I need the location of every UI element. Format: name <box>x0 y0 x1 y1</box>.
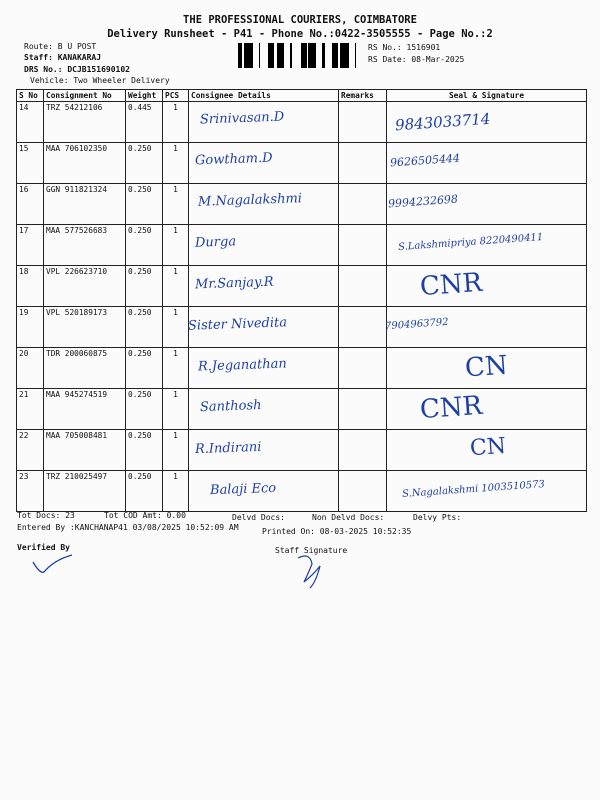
barcode-image <box>238 43 360 68</box>
cell-sno: 15 <box>17 143 44 184</box>
cell-pcs: 1 <box>163 471 189 512</box>
cell-remarks <box>339 430 387 471</box>
consignee-handwriting: Balaji Eco <box>209 480 277 498</box>
runsheet-title: Delivery Runsheet - P41 - Phone No.:0422-3505555 - Page No.:2 <box>107 28 493 40</box>
consignee-handwriting: Gowtham.D <box>194 150 273 169</box>
cell-weight: 0.250 <box>126 471 163 512</box>
delvy-pts: Delvy Pts: <box>413 513 462 522</box>
cell-seal-signature <box>387 389 587 430</box>
route-text: Route: B U POST <box>24 42 97 51</box>
consignee-handwriting: R.Indirani <box>194 439 262 457</box>
seal-handwriting: 9994232698 <box>387 192 459 211</box>
cell-remarks <box>339 389 387 430</box>
seal-handwriting: 9843033714 <box>394 109 491 135</box>
consignee-handwriting: Sister Nivedita <box>187 315 288 334</box>
cell-sno: 22 <box>17 430 44 471</box>
table-header-row <box>17 90 587 102</box>
cell-sno: 21 <box>17 389 44 430</box>
cell-weight: 0.250 <box>126 184 163 225</box>
entered-by: Entered By :KANCHANAP41 03/08/2025 10:52:09 AM <box>17 523 239 532</box>
header-remarks: Remarks <box>339 90 387 102</box>
header-pcs: PCS <box>163 90 189 102</box>
cell-pcs: 1 <box>163 102 189 143</box>
cell-consignment-no: TRZ 54212106 <box>44 102 126 143</box>
cell-sno: 14 <box>17 102 44 143</box>
cell-weight: 0.250 <box>126 430 163 471</box>
cell-weight: 0.250 <box>126 389 163 430</box>
consignee-handwriting: Mr.Sanjay.R <box>194 274 274 293</box>
cell-pcs: 1 <box>163 348 189 389</box>
cell-pcs: 1 <box>163 266 189 307</box>
cell-consignment-no: TDR 200060875 <box>44 348 126 389</box>
header-consignee: Consignee Details <box>189 90 339 102</box>
cell-remarks <box>339 143 387 184</box>
cell-pcs: 1 <box>163 143 189 184</box>
tot-cod: Tot COD Amt: 0.00 <box>104 511 186 520</box>
verified-signature-drawing <box>30 552 75 577</box>
seal-handwriting: S.Lakshmipriya 8220490411 <box>397 231 544 253</box>
cell-pcs: 1 <box>163 225 189 266</box>
table-row <box>17 389 587 430</box>
header-sno: S No <box>17 90 44 102</box>
verified-by: Verified By <box>17 543 70 552</box>
cell-remarks <box>339 307 387 348</box>
cell-pcs: 1 <box>163 389 189 430</box>
non-delvd-docs: Non Delvd Docs: <box>312 513 385 522</box>
table-row <box>17 266 587 307</box>
header-weight: Weight <box>126 90 163 102</box>
cell-weight: 0.445 <box>126 102 163 143</box>
seal-handwriting: CN <box>469 433 507 461</box>
cell-sno: 18 <box>17 266 44 307</box>
cell-consignment-no: GGN 911821324 <box>44 184 126 225</box>
cell-pcs: 1 <box>163 307 189 348</box>
cell-consignment-no: VPL 520189173 <box>44 307 126 348</box>
consignee-handwriting: Srinivasan.D <box>199 109 285 128</box>
staff-signature-drawing <box>290 552 330 592</box>
cell-remarks <box>339 184 387 225</box>
cell-weight: 0.250 <box>126 143 163 184</box>
consignee-handwriting: R.Jeganathan <box>197 356 287 375</box>
cell-sno: 23 <box>17 471 44 512</box>
rs-no-text: RS No.: 1516901 <box>368 43 441 52</box>
consignee-handwriting: Santhosh <box>199 398 262 416</box>
seal-handwriting: CNR <box>419 267 484 302</box>
cell-weight: 0.250 <box>126 225 163 266</box>
header-seal-signature: Seal & Signature <box>387 90 587 102</box>
cell-remarks <box>339 102 387 143</box>
cell-weight: 0.250 <box>126 348 163 389</box>
cell-remarks <box>339 471 387 512</box>
cell-consignment-no: MAA 705008481 <box>44 430 126 471</box>
cell-sno: 16 <box>17 184 44 225</box>
seal-handwriting: 9626505444 <box>389 151 461 170</box>
table-row <box>17 307 587 348</box>
drs-text: DRS No.: DCJB151690102 <box>24 65 130 74</box>
cell-weight: 0.250 <box>126 266 163 307</box>
seal-handwriting: CNR <box>419 391 484 426</box>
cell-pcs: 1 <box>163 184 189 225</box>
vehicle-text: Vehicle: Two Wheeler Delivery <box>30 76 170 85</box>
rs-date-text: RS Date: 08-Mar-2025 <box>368 55 465 64</box>
company-title: THE PROFESSIONAL COURIERS, COIMBATORE <box>183 14 417 26</box>
tot-docs: Tot Docs: 23 <box>17 511 75 520</box>
cell-weight: 0.250 <box>126 307 163 348</box>
cell-consignment-no: MAA 706102350 <box>44 143 126 184</box>
cell-pcs: 1 <box>163 430 189 471</box>
cell-sno: 20 <box>17 348 44 389</box>
cell-consignment-no: MAA 577526683 <box>44 225 126 266</box>
cell-remarks <box>339 225 387 266</box>
consignee-handwriting: M.Nagalakshmi <box>197 191 303 211</box>
cell-seal-signature <box>387 266 587 307</box>
table-row <box>17 143 587 184</box>
cell-consignment-no: TRZ 210025497 <box>44 471 126 512</box>
cell-sno: 17 <box>17 225 44 266</box>
header-consignment: Consignment No <box>44 90 126 102</box>
seal-handwriting: S.Nagalakshmi 1003510573 <box>401 478 546 500</box>
delvd-docs: Delvd Docs: <box>232 513 285 522</box>
seal-handwriting: 7904963792 <box>384 316 449 333</box>
seal-handwriting: CN <box>464 350 509 384</box>
printed-on: Printed On: 08-03-2025 10:52:35 <box>262 527 412 536</box>
staff-signature-label: Staff Signature <box>275 546 348 555</box>
cell-consignment-no: VPL 226623710 <box>44 266 126 307</box>
cell-remarks <box>339 348 387 389</box>
table-row <box>17 102 587 143</box>
cell-consignment-no: MAA 945274519 <box>44 389 126 430</box>
staff-text: Staff: KANAKARAJ <box>24 53 102 62</box>
cell-sno: 19 <box>17 307 44 348</box>
cell-remarks <box>339 266 387 307</box>
consignee-handwriting: Durga <box>194 233 237 251</box>
